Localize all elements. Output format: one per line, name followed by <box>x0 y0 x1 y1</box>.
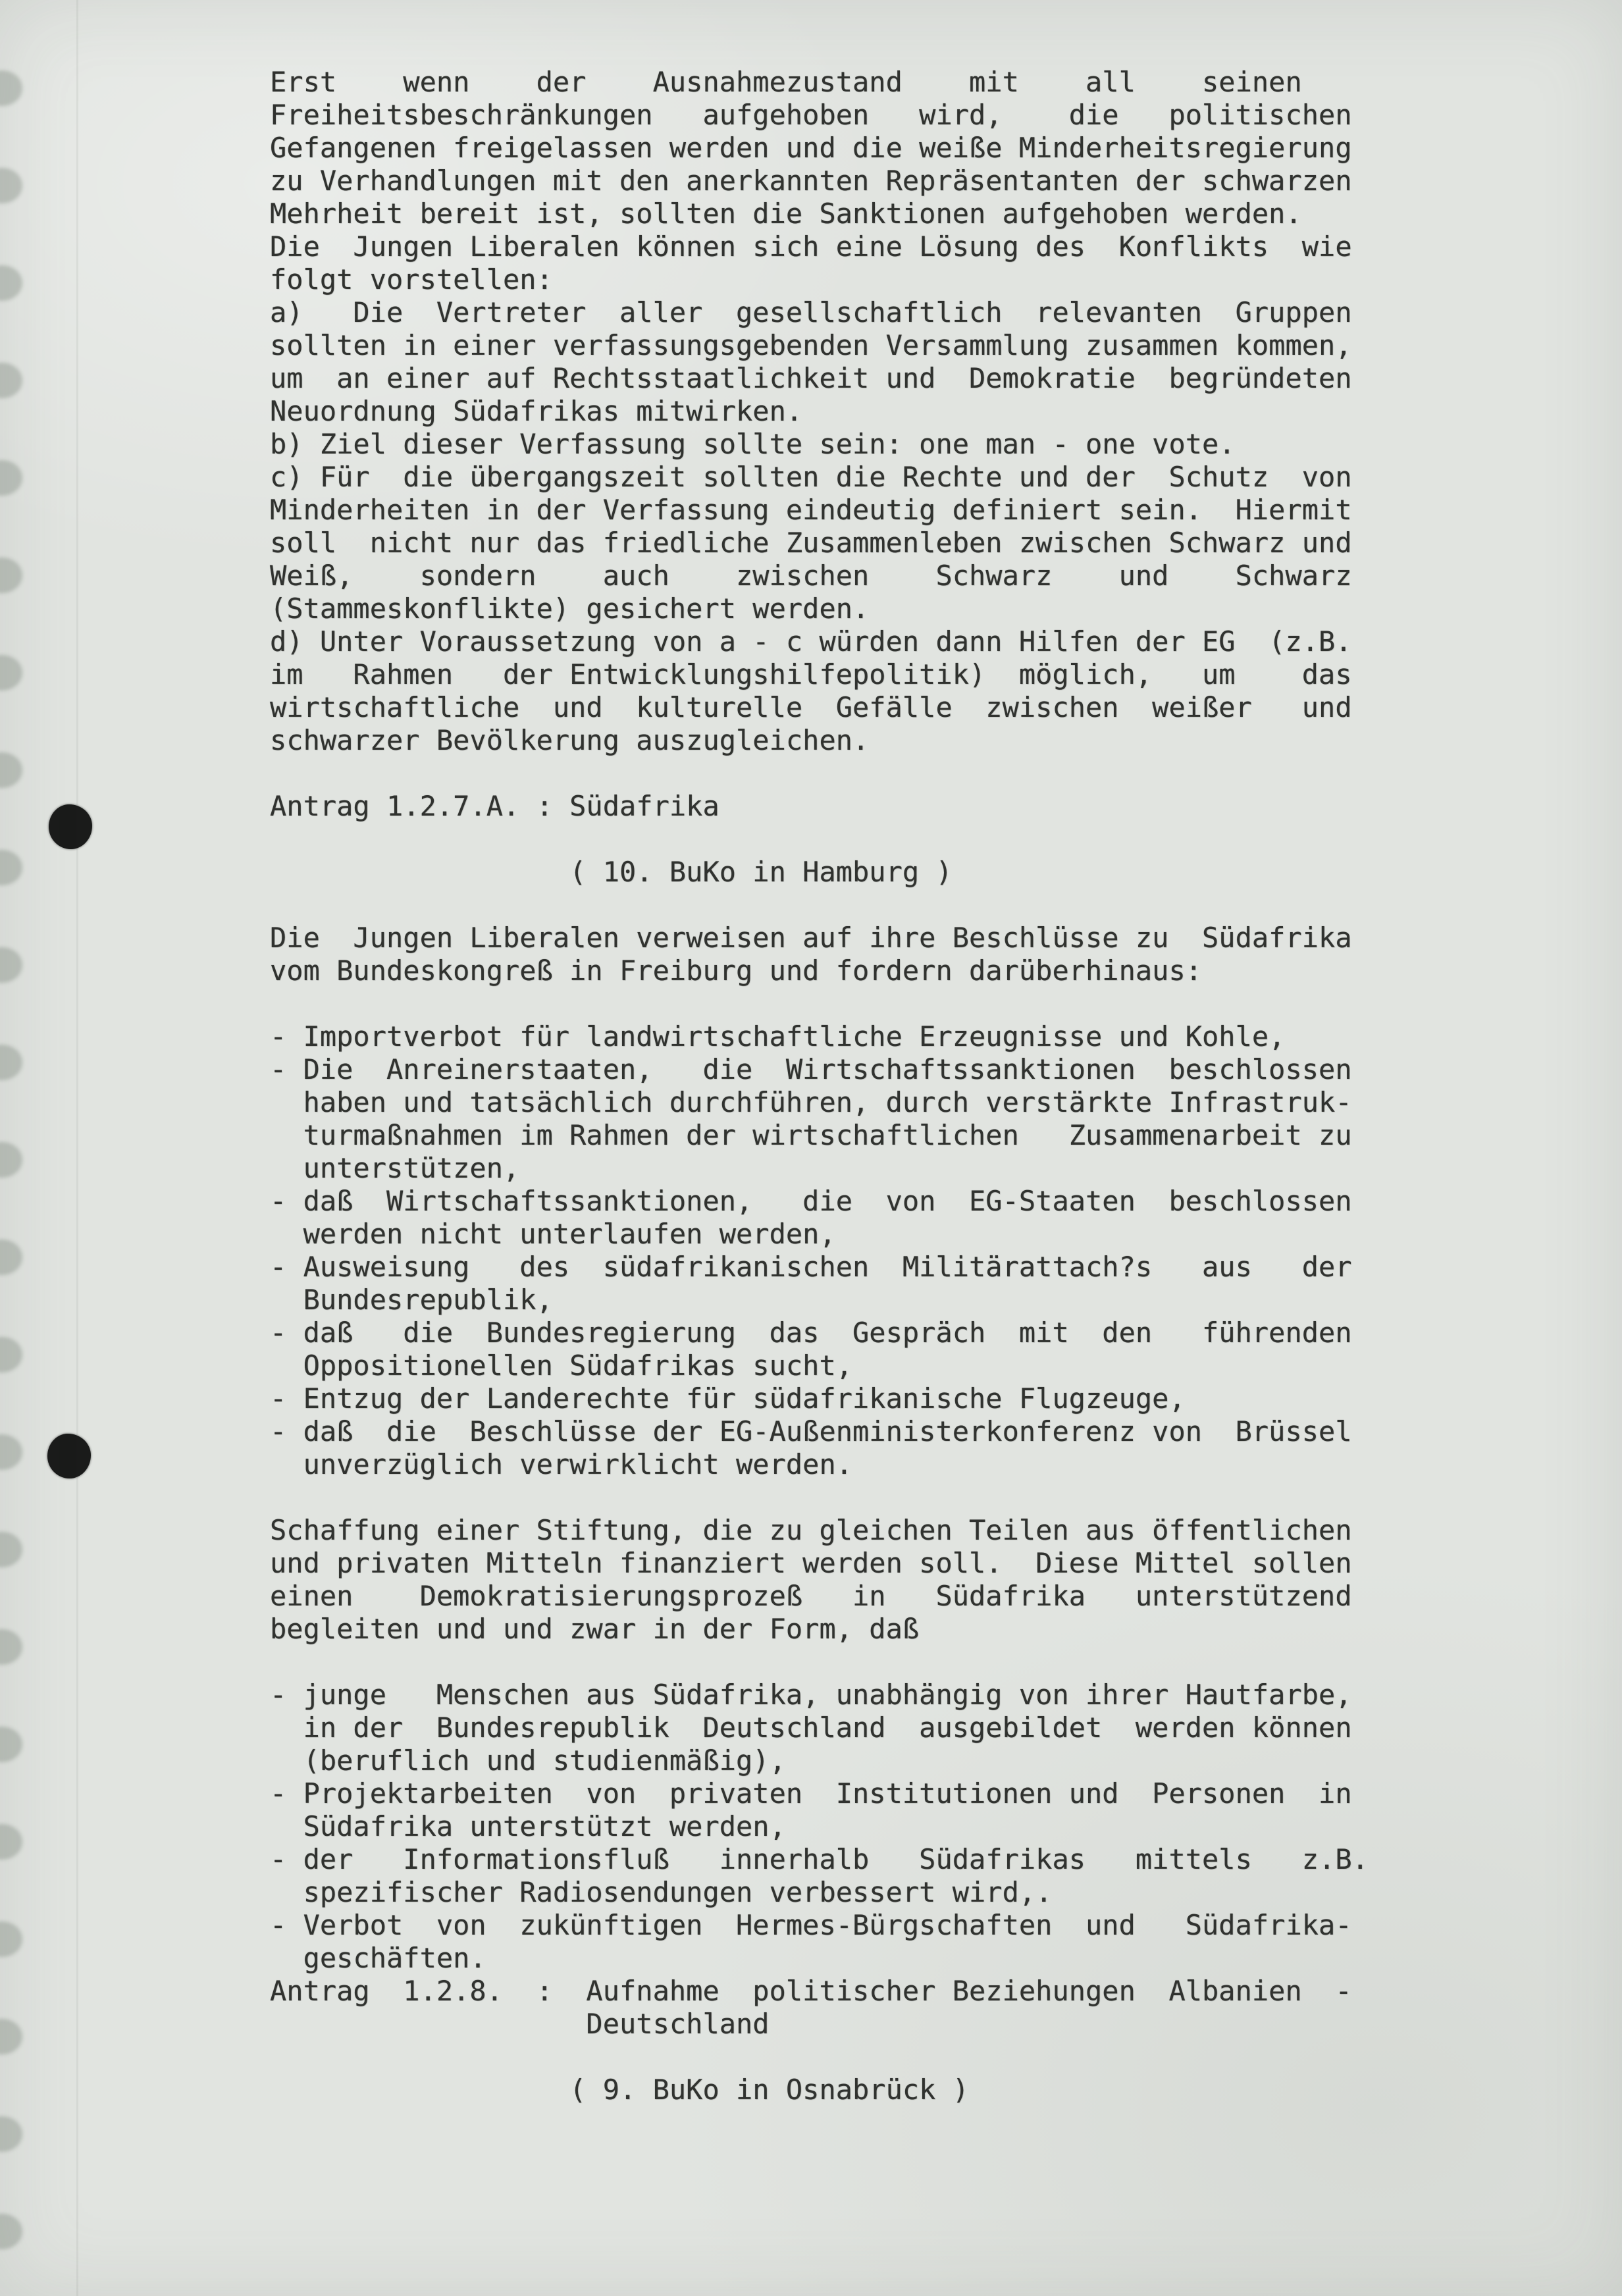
binder-hole-mark <box>0 2116 22 2152</box>
text-line-53: - Projektarbeiten von privaten Institutionen und Personen in <box>270 1777 1352 1810</box>
binder-hole-mark <box>0 363 22 398</box>
text-line-39: - daß die Bundesregierung das Gespräch mit den führenden <box>270 1317 1352 1349</box>
text-line-32: haben und tatsächlich durchführen, durch verstärkte Infrastruk- <box>270 1086 1352 1118</box>
text-line-48: begleiten und und zwar in der Form, daß <box>270 1613 920 1645</box>
text-line-37: - Ausweisung des südafrikanischen Militärattach?s aus der <box>270 1251 1352 1283</box>
text-line-33: turmaßnahmen im Rahmen der wirtschaftlichen Zusammenarbeit zu <box>270 1119 1352 1151</box>
text-line-25: ( 10. BuKo in Hamburg ) <box>270 856 953 888</box>
text-line-10: um an einer auf Rechtsstaatlichkeit und Demokratie begründeten <box>270 362 1352 394</box>
binder-hole-mark <box>0 1921 22 1957</box>
text-line-24 <box>270 823 1369 856</box>
text-line-34: unterstützen, <box>270 1152 520 1184</box>
text-line-20: wirtschaftliche und kulturelle Gefälle zwischen weißer und <box>270 691 1352 723</box>
text-line-13: c) Für die übergangszeit sollten die Rechte und der Schutz von <box>270 461 1352 493</box>
text-line-6: Die Jungen Liberalen können sich eine Lösung des Konflikts wie <box>270 230 1352 263</box>
text-line-8: a) Die Vertreter aller gesellschaftlich relevanten Gruppen <box>270 296 1352 328</box>
binder-hole-mark <box>0 265 22 301</box>
text-line-49 <box>270 1646 1369 1679</box>
text-line-14: Minderheiten in der Verfassung eindeutig definiert sein. Hiermit <box>270 494 1352 526</box>
text-line-19: im Rahmen der Entwicklungshilfepolitik) möglich, um das <box>270 658 1352 691</box>
text-line-62: ( 9. BuKo in Osnabrück ) <box>270 2074 970 2106</box>
binder-hole-mark <box>0 2019 22 2054</box>
binder-hole-mark <box>0 1142 22 1178</box>
text-line-59: Antrag 1.2.8. : Aufnahme politischer Beziehungen Albanien - <box>270 1975 1352 2007</box>
text-line-29 <box>270 987 1369 1020</box>
text-line-28: vom Bundeskongreß in Freiburg und fordern darüberhinaus: <box>270 954 1203 987</box>
text-line-60: Deutschland <box>270 2008 770 2040</box>
binder-hole-mark <box>0 1337 22 1372</box>
text-line-3: Gefangenen freigelassen werden und die weiße Minderheitsregierung <box>270 132 1352 164</box>
binder-hole-mark <box>0 460 22 496</box>
text-line-41: - Entzug der Landerechte für südafrikanische Flugzeuge, <box>270 1382 1186 1415</box>
binder-hole-mark <box>0 1045 22 1080</box>
text-line-7: folgt vorstellen: <box>270 263 553 296</box>
text-line-27: Die Jungen Liberalen verweisen auf ihre Beschlüsse zu Südafrika <box>270 922 1352 954</box>
text-line-5: Mehrheit bereit ist, sollten die Sanktionen aufgehoben werden. <box>270 197 1302 230</box>
binder-hole-mark <box>0 850 22 885</box>
text-line-44 <box>270 1481 1369 1514</box>
text-line-54: Südafrika unterstützt werden, <box>270 1810 786 1842</box>
text-line-21: schwarzer Bevölkerung auszugleichen. <box>270 724 870 756</box>
text-line-22 <box>270 757 1369 790</box>
text-line-11: Neuordnung Südafrikas mitwirken. <box>270 395 803 427</box>
binder-hole-mark <box>0 1629 22 1665</box>
text-line-31: - Die Anreinerstaaten, die Wirtschaftssanktionen beschlossen <box>270 1053 1352 1085</box>
text-line-56: spezifischer Radiosendungen verbessert wird,. <box>270 1876 1053 1908</box>
text-line-1: Erst wenn der Ausnahmezustand mit all seinen <box>270 66 1302 98</box>
text-line-55: - der Informationsfluß innerhalb Südafrikas mittels z.B. <box>270 1843 1369 1875</box>
text-line-36: werden nicht unterlaufen werden, <box>270 1218 836 1250</box>
text-line-52: (beruflich und studienmäßig), <box>270 1744 786 1777</box>
binder-hole-mark <box>0 1434 22 1470</box>
binder-hole-mark <box>0 168 22 203</box>
text-line-35: - daß Wirtschaftssanktionen, die von EG-Staaten beschlossen <box>270 1185 1352 1217</box>
binder-hole-mark <box>0 1727 22 1762</box>
scan-fold-line <box>76 0 78 2296</box>
text-line-17: (Stammeskonflikte) gesichert werden. <box>270 592 870 625</box>
text-line-50: - junge Menschen aus Südafrika, unabhängig von ihrer Hautfarbe, <box>270 1679 1352 1711</box>
binder-hole-mark <box>0 655 22 691</box>
text-line-9: sollten in einer verfassungsgebenden Versammlung zusammen kommen, <box>270 329 1352 361</box>
binder-hole-mark <box>0 70 22 106</box>
text-line-16: Weiß, sondern auch zwischen Schwarz und Schwarz <box>270 560 1352 592</box>
binder-hole-mark <box>0 558 22 593</box>
binder-hole-mark <box>0 2214 22 2249</box>
text-line-46: und privaten Mitteln finanziert werden soll. Diese Mittel sollen <box>270 1547 1352 1579</box>
binder-hole-mark <box>0 1239 22 1275</box>
text-line-15: soll nicht nur das friedliche Zusammenleben zwischen Schwarz und <box>270 527 1352 559</box>
text-line-40: Oppositionellen Südafrikas sucht, <box>270 1349 853 1382</box>
typewritten-text <box>270 66 1369 2106</box>
text-line-43: unverzüglich verwirklicht werden. <box>270 1448 853 1480</box>
binder-hole-mark <box>0 1824 22 1860</box>
text-line-30: - Importverbot für landwirtschaftliche Erzeugnisse und Kohle, <box>270 1020 1286 1053</box>
text-line-26 <box>270 889 1369 922</box>
punch-hole-mark-lower <box>47 1434 91 1478</box>
text-line-23: Antrag 1.2.7.A. : Südafrika <box>270 790 719 822</box>
text-line-51: in der Bundesrepublik Deutschland ausgebildet werden können <box>270 1711 1352 1744</box>
text-line-12: b) Ziel dieser Verfassung sollte sein: one man - one vote. <box>270 428 1236 460</box>
binder-hole-mark <box>0 752 22 788</box>
text-line-4: zu Verhandlungen mit den anerkannten Repräsentanten der schwarzen <box>270 165 1352 197</box>
text-line-38: Bundesrepublik, <box>270 1284 553 1316</box>
text-line-58: geschäften. <box>270 1942 486 1974</box>
text-line-57: - Verbot von zukünftigen Hermes-Bürgschaften und Südafrika- <box>270 1909 1352 1941</box>
text-line-2: Freiheitsbeschränkungen aufgehoben wird, die politischen <box>270 99 1352 131</box>
text-line-18: d) Unter Voraussetzung von a - c würden dann Hilfen der EG (z.B. <box>270 625 1352 658</box>
binder-hole-mark <box>0 947 22 983</box>
text-line-47: einen Demokratisierungsprozeß in Südafrika unterstützend <box>270 1580 1352 1612</box>
binder-hole-mark <box>0 1532 22 1567</box>
text-line-61 <box>270 2041 1369 2074</box>
text-line-45: Schaffung einer Stiftung, die zu gleichen Teilen aus öffentlichen <box>270 1514 1352 1546</box>
punch-hole-mark-upper <box>49 804 92 849</box>
text-line-42: - daß die Beschlüsse der EG-Außenministerkonferenz von Brüssel <box>270 1415 1352 1448</box>
